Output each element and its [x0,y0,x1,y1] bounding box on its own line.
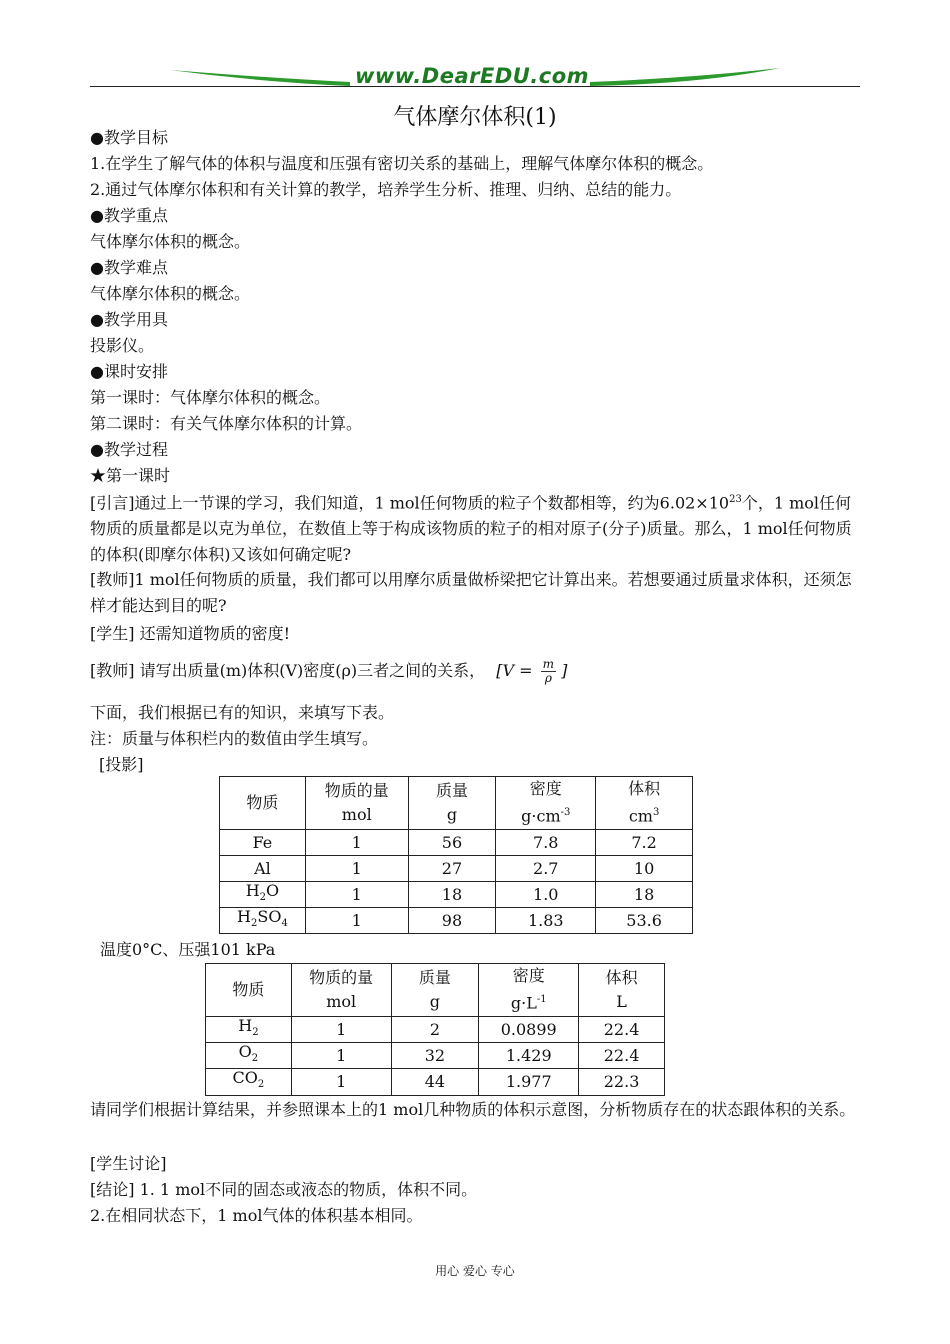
paragraph-analysis: 请同学们根据计算结果，并参照课本上的1 mol几种物质的体积示意图，分析物质存在的状态跟体积的关系。 [90,1100,856,1119]
cell-density: 1.977 [479,1069,579,1095]
cell-amount: 1 [291,1043,391,1069]
paragraph-teacher-2 [90,658,880,685]
cell-volume: 10 [596,856,693,882]
table-gases [205,963,665,1096]
cell-density: 0.0899 [479,1017,579,1043]
section-tools: ●教学用具 [90,310,168,329]
intro-exponent: 23 [729,494,742,505]
section-difficulties: ●教学难点 [90,258,168,277]
tools-text: 投影仪。 [90,336,155,355]
cell-mass: 2 [391,1017,479,1043]
cell-amount: 1 [291,1069,391,1095]
paragraph-teacher-1: [教师]1 mol任何物质的质量，我们都可以用摩尔质量做桥梁把它计算出来。若想要通过质量求体积，还须怎样才能达到目的呢? [90,570,852,615]
cell-volume: 22.4 [579,1017,665,1043]
cell-volume: 18 [596,882,693,908]
cell-mass: 27 [408,856,496,882]
formula-fraction [541,658,556,685]
cell-density: 1.0 [496,882,596,908]
schedule-lesson-1: 第一课时：气体摩尔体积的概念。 [90,388,331,407]
conclusion-2: 2.在相同状态下，1 mol气体的体积基本相同。 [90,1206,423,1225]
cell-volume: 22.3 [579,1069,665,1095]
cell-volume: 53.6 [596,908,693,934]
schedule-lesson-2: 第二课时：有关气体摩尔体积的计算。 [90,414,363,433]
table-header-row [220,777,693,830]
cell-substance: $H_2SO_4$ [220,908,306,934]
table-row [206,1017,665,1043]
table-row [220,908,693,934]
cell-density: 1.83 [496,908,596,934]
paragraph-fill-table: 下面，我们根据已有的知识，来填写下表。 [90,703,395,722]
cell-mass: 98 [408,908,496,934]
paragraph-note: 注：质量与体积栏内的数值由学生填写。 [90,729,379,748]
formula-denominator: ρ [544,671,552,685]
teacher-2-text: [教师] 请写出质量(m)体积(V)密度(ρ)三者之间的关系， [90,661,486,680]
cell-density: 7.8 [496,830,596,856]
table-row [206,1069,665,1095]
student-discussion: [学生讨论] [90,1154,167,1173]
objective-1: 1.在学生了解气体的体积与温度和压强有密切关系的基础上，理解气体摩尔体积的概念。 [90,154,714,173]
intro-text-b: 个，1 mol任何物质的质量都是以克为单位，在数值上等于构成该物质的粒子的相对原子(分子)质量。那么，1 mol任何物质的体积(即摩尔体积)又该如何确定呢? [90,493,852,565]
objective-2: 2.通过气体摩尔体积和有关计算的教学，培养学生分析、推理、归纳、总结的能力。 [90,180,682,199]
table-header-row [206,964,665,1017]
formula-numerator: m [542,657,555,671]
density-formula [496,658,567,685]
cell-amount: 1 [305,908,408,934]
header-amount: 物质的量 mol [305,777,408,830]
cell-volume: 7.2 [596,830,693,856]
section-objectives: ●教学目标 [90,128,168,147]
header-mass: 质量 g [408,777,496,830]
projection-label: [投影] [99,755,144,774]
table-row [220,856,693,882]
header-rule [90,86,860,87]
cell-substance: $CO_2$ [206,1069,292,1095]
cell-substance: $O_2$ [206,1043,292,1069]
cell-mass: 44 [391,1069,479,1095]
cell-density: 1.429 [479,1043,579,1069]
cell-amount: 1 [305,830,408,856]
condition-label: 温度0°C、压强101 kPa [100,940,276,959]
cell-substance: Al [220,856,306,882]
paragraph-student-1: [学生] 还需知道物质的密度! [90,624,291,643]
intro-text-a: [引言]通过上一节课的学习，我们知道，1 mol任何物质的粒子个数都相等，约为6.02×10 [90,493,730,513]
header-substance: 物质 [206,964,292,1017]
header-amount: 物质的量 mol [291,964,391,1017]
formula-lhs: [V = [496,661,533,680]
paragraph-intro [90,487,862,568]
section-process: ●教学过程 [90,440,168,459]
header-density: 密度 $g\cdot cm^{-3}$ [496,777,596,830]
section-schedule: ●课时安排 [90,362,168,381]
cell-substance: $H_2$ [206,1017,292,1043]
key-point-text: 气体摩尔体积的概念。 [90,232,251,251]
page-footer: 用心 爱心 专心 [435,1264,515,1278]
header-mass: 质量 g [391,964,479,1017]
table-solids-liquids [219,776,693,934]
page-title: 气体摩尔体积(1) [393,105,557,130]
cell-volume: 22.4 [579,1043,665,1069]
formula-end: ] [561,661,568,680]
cell-mass: 18 [408,882,496,908]
cell-density: 2.7 [496,856,596,882]
cell-amount: 1 [291,1017,391,1043]
lesson-1-heading: ★第一课时 [90,466,171,485]
table-row [220,882,693,908]
cell-mass: 56 [408,830,496,856]
conclusion-1: [结论] 1. 1 mol不同的固态或液态的物质，体积不同。 [90,1180,478,1199]
cell-substance: $H_2O$ [220,882,306,908]
difficulty-text: 气体摩尔体积的概念。 [90,284,251,303]
section-key-points: ●教学重点 [90,206,168,225]
header-substance: 物质 [220,777,306,830]
cell-amount: 1 [305,856,408,882]
header-volume: 体积 L [579,964,665,1017]
cell-amount: 1 [305,882,408,908]
header-density: 密度 $g\cdot L^{-1}$ [479,964,579,1017]
table-row [220,830,693,856]
cell-substance: Fe [220,830,306,856]
logo-text[interactable]: www.DearEDU.com [354,64,590,88]
cell-mass: 32 [391,1043,479,1069]
table-row [206,1043,665,1069]
header-volume: 体积 $cm^3$ [596,777,693,830]
